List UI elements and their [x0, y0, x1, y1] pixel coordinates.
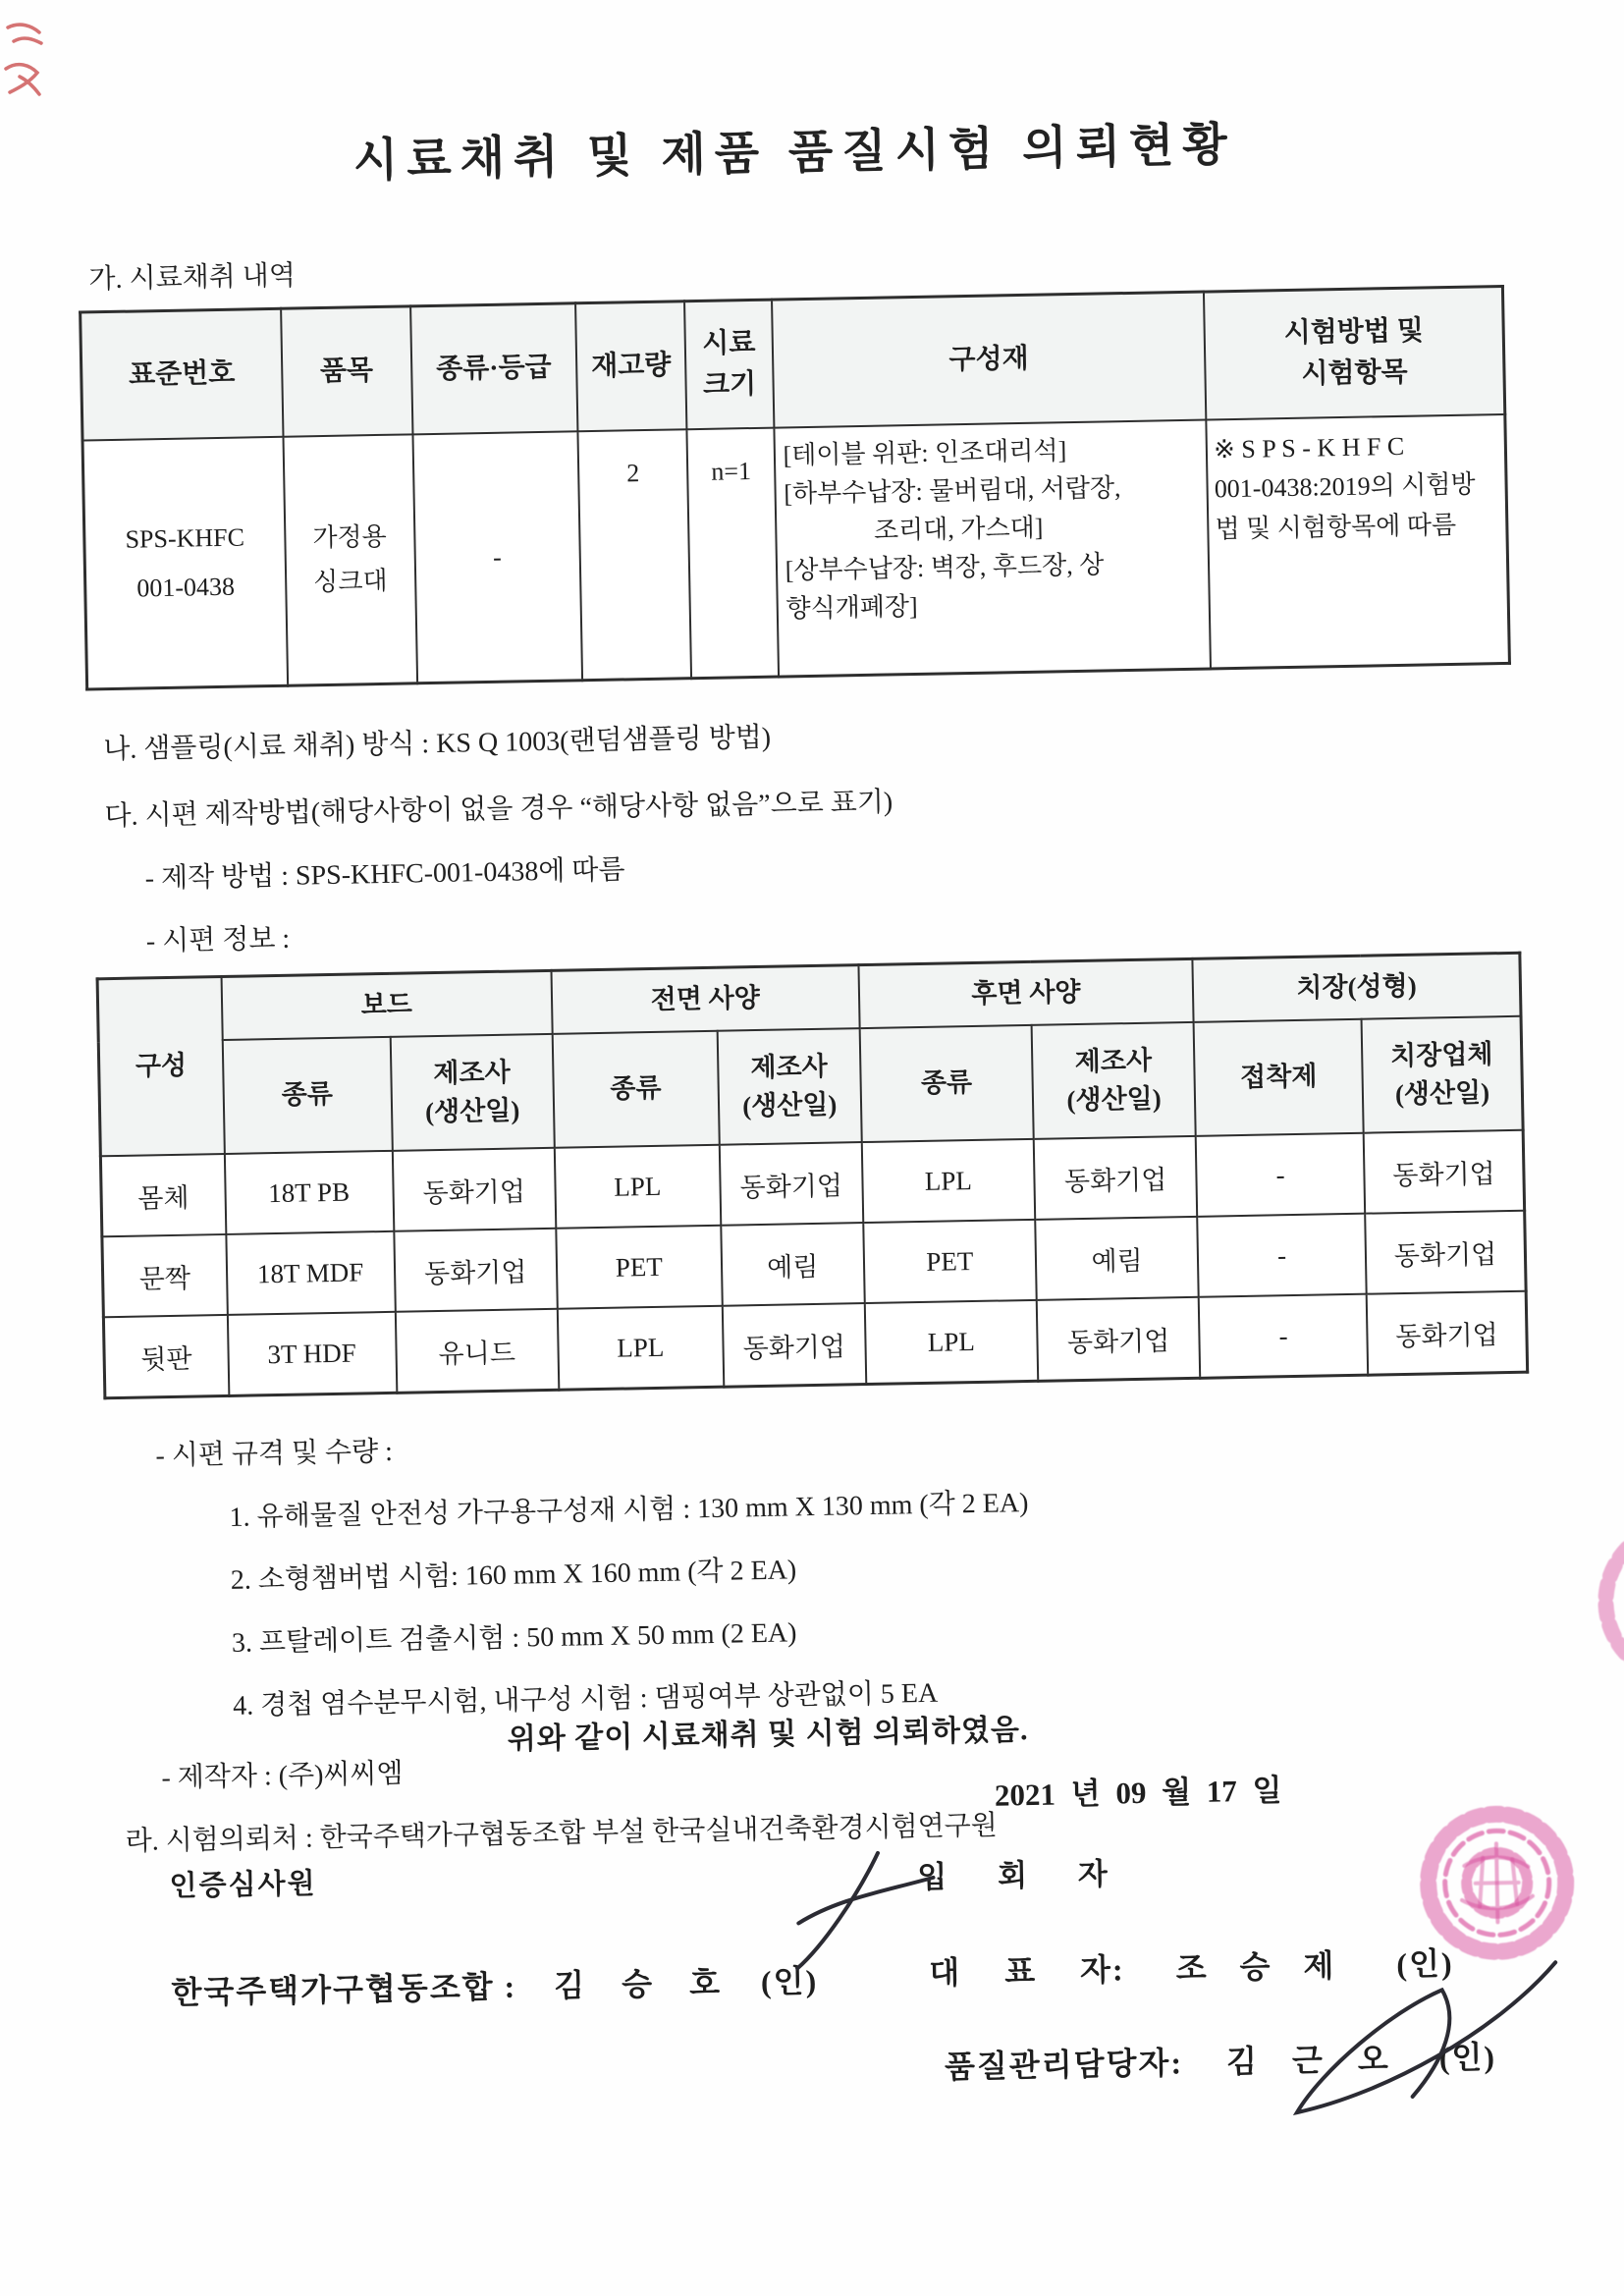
spec-item-2: 2. 소형챔버법 시험: 160 mm X 160 mm (각 2 EA) [230, 1555, 797, 1596]
cell: LPL [555, 1145, 722, 1229]
cell: LPL [558, 1306, 725, 1391]
qc-manager-signature-line [945, 2032, 1497, 2087]
group-back-spec: 후면 사양 [858, 958, 1194, 1028]
subheader-finisher: 치장업체 (생산일) [1362, 1016, 1523, 1133]
cell-stock: 2 [577, 429, 691, 681]
cell: 예림 [1035, 1217, 1199, 1300]
org-seal-mark: (인) [760, 1963, 819, 2000]
org-signer-name: 김 승 호 [553, 1964, 723, 2003]
cell: PET [556, 1226, 723, 1309]
cell: 예림 [721, 1223, 864, 1306]
subheader-board-maker: 제조사 (생산일) [390, 1034, 554, 1151]
spec-item-1: 1. 유해물질 안전성 가구용구성재 시험 : 130 mm X 130 mm (각 2 EA) [229, 1488, 1029, 1533]
cell: 동화기업 [392, 1148, 556, 1231]
specimen-info-table [96, 952, 1530, 1400]
subheader-front-maker: 제조사 (생산일) [717, 1028, 861, 1145]
header-item: 품목 [281, 306, 412, 437]
closing-statement: 위와 같이 시료채취 및 시험 의뢰하였음. [507, 1714, 1029, 1756]
group-finish: 치장(성형) [1193, 953, 1521, 1022]
spec-quantity-title: - 시편 규격 및 수량 : [155, 1436, 394, 1472]
cell: PET [863, 1220, 1037, 1303]
header-grade: 종류·등급 [410, 303, 577, 435]
cell: 동화기업 [1364, 1130, 1525, 1214]
row-name: 몸체 [100, 1154, 226, 1236]
group-front-spec: 전면 사양 [551, 965, 859, 1034]
cell: 동화기업 [1365, 1211, 1526, 1294]
cell: 18T MDF [226, 1231, 395, 1315]
header-composition-col: 구성 [97, 977, 224, 1157]
subheader-adhesive: 접착제 [1194, 1019, 1364, 1136]
cell-grade: - [412, 431, 582, 683]
sampling-method-line: 나. 샘플링(시료 채취) 방식 : KS Q 1003(랜덤샘플링 방법) [103, 722, 772, 766]
cell: 동화기업 [1367, 1291, 1528, 1375]
header-test-method: 시험방법 및 시험항목 [1204, 286, 1505, 419]
spec-item-3: 3. 프탈레이트 검출시험 : 50 mm X 50 mm (2 EA) [231, 1617, 797, 1659]
cell: - [1196, 1133, 1365, 1217]
page-title: 시료채취 및 제품 품질시험 의뢰현황 [352, 119, 1237, 188]
specimen-info-line: - 시편 정보 : [145, 923, 291, 957]
representative-signature-line [929, 1939, 1454, 1994]
cell: LPL [861, 1139, 1035, 1223]
cell: - [1199, 1294, 1368, 1379]
maker-line: - 제작자 : (주)씨씨엠 [161, 1758, 404, 1794]
representative-seal-mark: (인) [1396, 1945, 1454, 1983]
cell-composition: [테이블 위판: 인조대리석] [하부수납장: 물버림대, 서랍장, 조리대, 가스대] [상부수납장: 벽장, 후드장, 상 향식개폐장] [774, 420, 1211, 678]
cell: LPL [864, 1300, 1038, 1385]
cell: 3T HDF [227, 1312, 396, 1396]
header-composition: 구성재 [772, 292, 1207, 428]
row-name: 뒷판 [103, 1315, 229, 1398]
header-stock: 재고량 [575, 301, 687, 432]
table-data-row [82, 414, 1509, 689]
cell-sample-size: n=1 [687, 428, 779, 679]
cell-test-method: ※ S P S - K H F C 001-0438:2019의 시험방 법 및 시험항목에 따름 [1206, 414, 1509, 669]
cell: - [1197, 1214, 1366, 1297]
making-method-line: - 제작 방법 : SPS-KHFC-001-0438에 따름 [144, 854, 625, 895]
test-requester-line: 라. 시험의뢰처 : 한국주택가구협동조합 부설 한국실내건축환경시험연구원 [125, 1810, 999, 1857]
cell: 동화기업 [1037, 1297, 1201, 1382]
sample-collection-table [79, 285, 1511, 691]
cell: 유니드 [395, 1309, 559, 1394]
witness-title: 입 회 자 [917, 1856, 1130, 1895]
org-label: 한국주택가구협동조합 : [171, 1968, 517, 2011]
cell: 동화기업 [723, 1303, 866, 1387]
header-standard-no: 표준번호 [81, 308, 284, 440]
group-board: 보드 [221, 970, 552, 1040]
subheader-back-type: 종류 [859, 1025, 1033, 1142]
subheader-front-type: 종류 [552, 1031, 719, 1148]
qc-manager-name: 김 근 오 [1225, 2041, 1391, 2080]
cell-standard-no: SPS-KHFC 001-0438 [82, 437, 288, 689]
subheader-board-type: 종류 [222, 1037, 392, 1154]
cell: 동화기업 [720, 1142, 863, 1226]
spec-item-4: 4. 경첩 염수분무시험, 내구성 시험 : 댐핑여부 상관없이 5 EA [232, 1677, 939, 1722]
section-a-label: 가. 시료채취 내역 [88, 260, 297, 296]
cell: 동화기업 [1034, 1136, 1198, 1220]
row-name: 문짝 [102, 1234, 228, 1317]
specimen-method-line: 다. 시편 제작방법(해당사항이 없을 경우 “해당사항 없음”으로 표기) [104, 787, 893, 833]
representative-name: 조 승 제 [1175, 1947, 1336, 1987]
cell: 동화기업 [394, 1229, 558, 1312]
auditor-label: 인증심사원 [169, 1868, 317, 1903]
subheader-back-maker: 제조사 (생산일) [1032, 1022, 1196, 1139]
qc-manager-label: 품질관리담당자: [944, 2045, 1184, 2085]
org-signature-line [171, 1956, 818, 2013]
representative-label: 대 표 자: [928, 1951, 1125, 1991]
header-sample-size: 시료 크기 [684, 300, 774, 429]
document-date: 2021 년 09 월 17 일 [994, 1773, 1282, 1813]
pink-round-stamp [1409, 1795, 1585, 1971]
cell: 18T PB [224, 1151, 393, 1234]
cell-item: 가정용 싱크대 [283, 434, 416, 685]
qc-manager-seal-mark: (인) [1438, 2039, 1497, 2076]
edge-partial-stamp [1573, 1506, 1624, 1696]
